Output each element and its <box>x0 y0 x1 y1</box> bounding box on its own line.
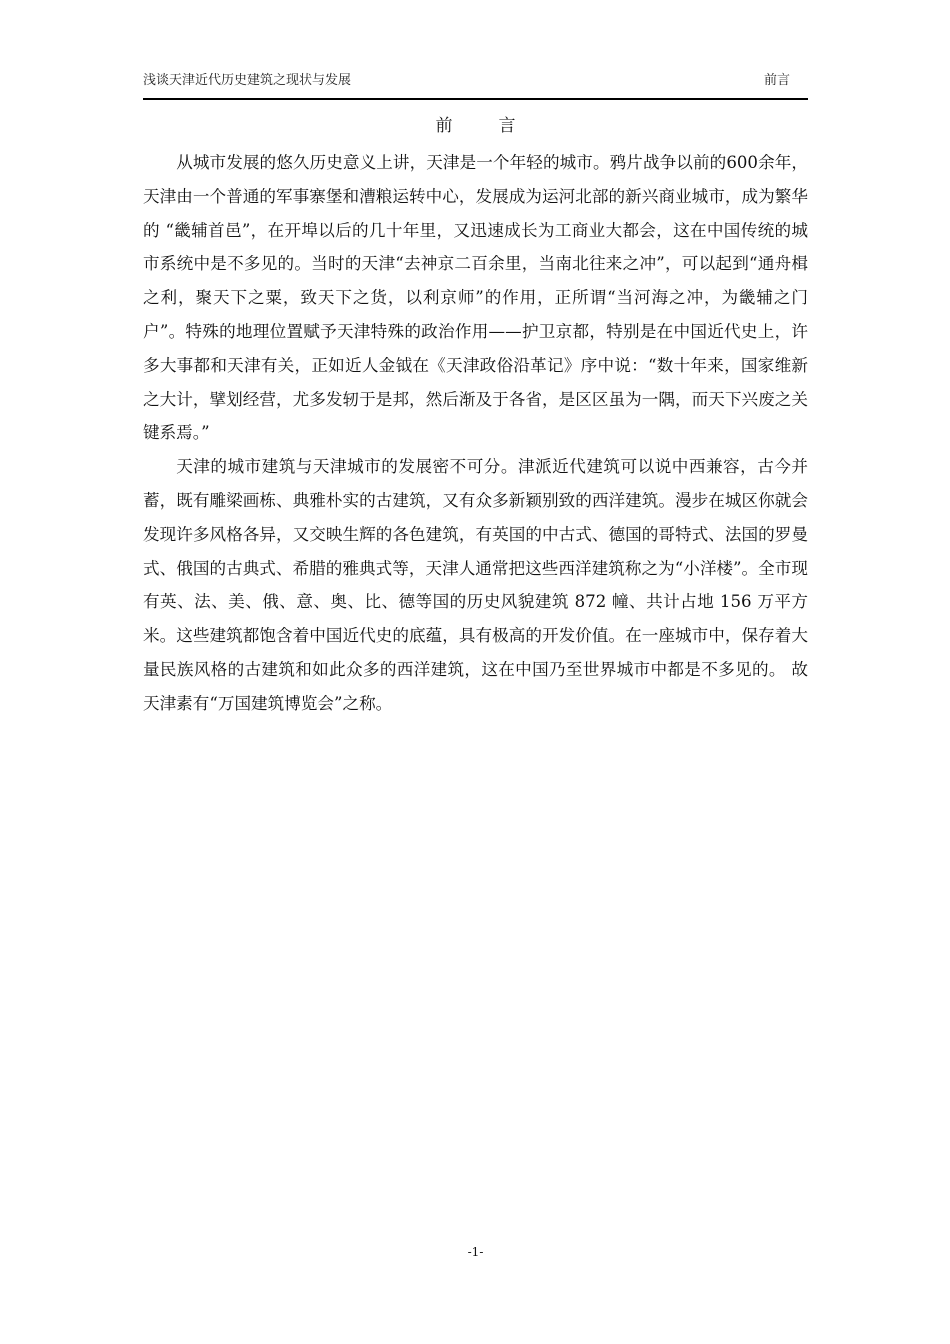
paragraph-architecture: 天津的城市建筑与天津城市的发展密不可分。津派近代建筑可以说中西兼容，古今并蓄，既有雕梁画栋、典雅朴实的古建筑，又有众多新颖别致的西洋建筑。漫步在城区你就会发现许多风格各异，又交映生辉的各色建筑，有英国的中古式、德国的哥特式、法国的罗曼式、俄国的古典式、希腊的雅典式等，天津人通常把这些西洋建筑称之为“小洋楼”。全市现有英、法、美、俄、意、奥、比、德等国的历史风貌建筑 872 幢、共计占地 156 万平方米。这些建筑都饱含着中国近代史的底蕴，具有极高的开发价值。在一座城市中，保存着大量民族风格的古建筑和如此众多的西洋建筑，这在中国乃至世界城市中都是不多见的。 故天津素有“万国建筑博览会”之称。 <box>143 457 808 713</box>
header-section-name: 前言 <box>763 73 790 88</box>
page-header <box>143 70 808 100</box>
document-body <box>143 146 808 721</box>
paragraph-urban-history: 从城市发展的悠久历史意义上讲，天津是一个年轻的城市。鸦片战争以前的600余年，天津由一个普通的军事寨堡和漕粮运转中心，发展成为运河北部的新兴商业城市，成为繁华的 “畿辅首邑”，在开埠以后的几十年里，又迅速成长为工商业大都会，这在中国传统的城市系统中是不多见的。当时的天津“去神京二百余里，当南北往来之冲”，可以起到“通舟楫之利，聚天下之粟，致天下之货，以利京师”的作用，正所谓“当河海之冲，为畿辅之门户”。特殊的地理位置赋予天津特殊的政治作用——护卫京都，特别是在中国近代史上，许多大事都和天津有关，正如近人金钺在《天津政俗沿革记》序中说：“数十年来，国家维新之大计，擘划经营，尤多发轫于是邦，然后渐及于各省，是区区虽为一隅，而天下兴废之关键系焉。” <box>143 153 808 443</box>
title-first-character: 前 <box>435 116 453 136</box>
page-number: -1- <box>467 1245 484 1259</box>
document-title <box>143 114 808 138</box>
header-document-title: 浅谈天津近代历史建筑之现状与发展 <box>143 73 352 88</box>
title-second-character: 言 <box>498 116 516 136</box>
